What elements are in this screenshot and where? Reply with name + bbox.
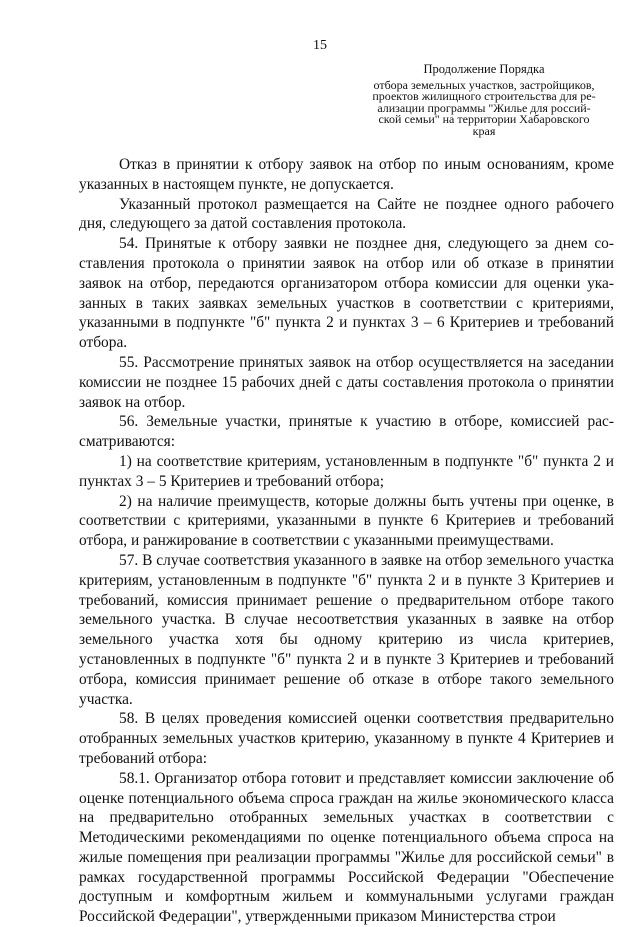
paragraph: 55. Рассмотрение принятых заявок на отбор осуществляется на заседании комиссии не позднее 15 рабочих дней с даты составления протокола о принятии заявок на отбор. — [79, 353, 614, 411]
paragraph: 54. Принятые к отбору заявки не позднее дня, следующего за днем составления протокола о принятии заявок на отбор или об отказе в принятии заявок на отбор, передаются организатором отбора комиссии для оценки указанных в таких заявках земельных участков в соответствии с критериями, указанными в подпункте "б" пункта 2 и пунктах 3 – 6 Критериев и требований отбора. — [79, 235, 614, 352]
document-header — [360, 64, 608, 137]
paragraph: 2) на наличие преимуществ, которые должны быть учтены при оценке, в соответствии с критериями, указанными в пункте 6 Критериев и требований отбора, и ранжирование в соответствии с указанными преимуществами. — [79, 492, 614, 550]
paragraph: Указанный протокол размещается на Сайте не позднее одного рабочего дня, следующего за датой составления протокола. — [79, 195, 614, 233]
paragraph: 1) на соответствие критериям, установленным в подпункте "б" пункта 2 и пунктах 3 – 5 Критериев и требований отбора; — [79, 452, 614, 490]
paragraph: 58.1. Организатор отбора готовит и представляет комиссии заключение об оценке потенциального объема спроса граждан на жилье экономического класса на предварительно отобранных земельных участках в соответствии с Методическими рекомендациями по оценке потенциального объема спроса на жилые помещения при реализации программы "Жилье для российской семьи" в рамках государственной программы Российской Федерации "Обеспечение доступным и комфортным жильем и коммунальными услугами граждан Российской Федерации", утвержденными приказом Министерства строи — [79, 769, 614, 926]
paragraph: 56. Земельные участки, принятые к участию в отборе, комиссией рассматриваются: — [79, 413, 614, 451]
document-body — [79, 155, 614, 927]
header-title: Продолжение Порядка — [423, 62, 545, 76]
page-number: 15 — [313, 38, 327, 53]
paragraph: 58. В целях проведения комиссией оценки соответствия предварительно отобранных земельных участков критерию, указанному в пункте 4 Критериев и требований отбора: — [79, 710, 614, 767]
header-subtitle-line: края — [472, 123, 496, 138]
header-subtitle-line: отбора земельных участков, застройщиков, — [373, 77, 595, 92]
header-subtitle-line: ализации программы "Жилье для россий- — [377, 100, 591, 115]
header-subtitle-line: ской семьи" на территории Хабаровского — [378, 112, 590, 126]
paragraph: Отказ в принятии к отбору заявок на отбор по иным основаниям, кроме указанных в настоящем пункте, не допускается. — [79, 156, 614, 193]
paragraph: 57. В случае соответствия указанного в заявке на отбор земельного участка критериям, установленным в подпункте "б" пункта 2 и в пункте 3 Критериев и требований, комиссия принимает решение о предварительном отборе такого земельного участка. В случае несоответствия указанных в заявке на отбор земельного участка хотя бы одному критерию из числа критериев, установленных в подпункте "б" пункта 2 и в пункте 3 Критериев и требований отбора, комиссия принимает решение об отказе в отборе такого земельного участка. — [79, 551, 614, 708]
header-subtitle-line: проектов жилищного строительства для ре- — [372, 89, 596, 103]
